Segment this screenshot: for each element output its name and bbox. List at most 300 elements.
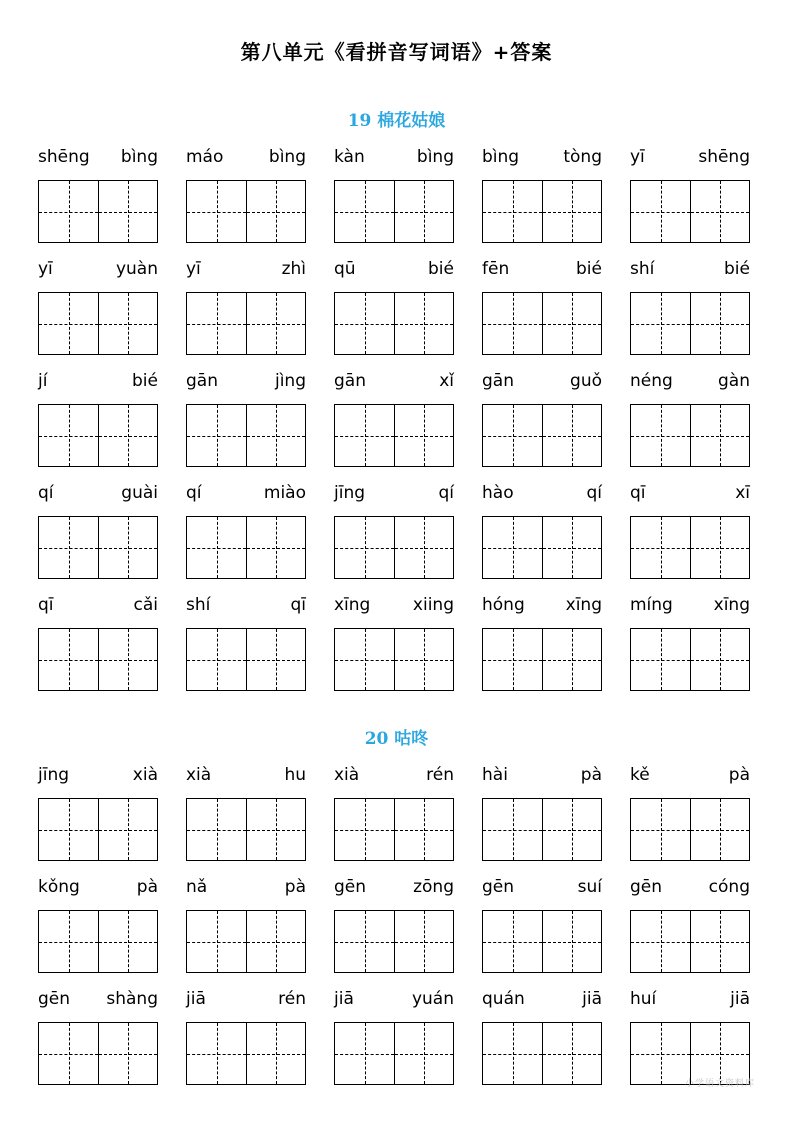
guide-line-horizontal	[187, 324, 246, 325]
character-box[interactable]	[394, 293, 453, 354]
pinyin-label	[186, 874, 306, 900]
writing-grid[interactable]	[186, 292, 306, 355]
guide-line-horizontal	[99, 212, 157, 213]
word-item	[630, 592, 750, 704]
word-item	[630, 256, 750, 368]
writing-grid[interactable]	[38, 1022, 158, 1085]
pinyin-label	[630, 480, 750, 506]
writing-grid[interactable]	[38, 516, 158, 579]
guide-line-horizontal	[483, 212, 542, 213]
guide-line-horizontal	[247, 436, 305, 437]
character-box[interactable]	[483, 517, 542, 578]
character-box[interactable]	[394, 911, 453, 972]
guide-line-horizontal	[39, 324, 98, 325]
pinyin-label	[38, 368, 158, 394]
character-box[interactable]	[542, 629, 601, 690]
pinyin-syllable-1: jīng	[38, 765, 70, 785]
guide-line-horizontal	[335, 830, 394, 831]
character-box[interactable]	[631, 629, 690, 690]
character-box[interactable]	[187, 1023, 246, 1084]
character-box[interactable]	[483, 181, 542, 242]
character-box[interactable]	[246, 405, 305, 466]
guide-line-horizontal	[187, 548, 246, 549]
guide-line-horizontal	[543, 660, 601, 661]
pinyin-syllable-1: gēn	[482, 877, 515, 897]
character-box[interactable]	[394, 181, 453, 242]
guide-line-horizontal	[631, 660, 690, 661]
pinyin-syllable-1: kǒng	[38, 877, 80, 897]
pinyin-syllable-1: quán	[482, 989, 525, 1009]
writing-grid[interactable]	[334, 628, 454, 691]
character-box[interactable]	[690, 911, 749, 972]
guide-line-horizontal	[691, 1054, 749, 1055]
pinyin-syllable-1: kě	[630, 765, 650, 785]
pinyin-label	[186, 144, 306, 170]
writing-grid[interactable]	[482, 404, 602, 467]
word-item	[334, 986, 454, 1098]
pinyin-syllable-1: jiā	[186, 989, 206, 1009]
guide-line-horizontal	[247, 324, 305, 325]
guide-line-horizontal	[691, 942, 749, 943]
writing-grid[interactable]	[482, 180, 602, 243]
word-row	[0, 368, 793, 480]
word-row	[0, 874, 793, 986]
pinyin-syllable-2: pà	[136, 877, 158, 897]
writing-grid[interactable]	[482, 292, 602, 355]
character-box[interactable]	[335, 629, 394, 690]
character-box[interactable]	[690, 517, 749, 578]
guide-line-horizontal	[395, 436, 453, 437]
guide-line-horizontal	[483, 942, 542, 943]
character-box[interactable]	[631, 293, 690, 354]
pinyin-label	[630, 986, 750, 1012]
pinyin-syllable-2: jiā	[730, 989, 750, 1009]
word-item	[38, 144, 158, 256]
character-box[interactable]	[39, 1023, 98, 1084]
pinyin-label	[482, 368, 602, 394]
word-item	[334, 592, 454, 704]
character-box[interactable]	[483, 405, 542, 466]
guide-line-horizontal	[335, 548, 394, 549]
word-row	[0, 762, 793, 874]
guide-line-horizontal	[99, 1054, 157, 1055]
guide-line-horizontal	[39, 660, 98, 661]
character-box[interactable]	[483, 799, 542, 860]
guide-line-horizontal	[631, 324, 690, 325]
word-item	[334, 762, 454, 874]
pinyin-label	[482, 480, 602, 506]
guide-line-horizontal	[99, 830, 157, 831]
writing-grid[interactable]	[482, 910, 602, 973]
word-item	[334, 256, 454, 368]
guide-line-horizontal	[483, 548, 542, 549]
pinyin-syllable-1: gēn	[334, 877, 367, 897]
character-box[interactable]	[98, 1023, 157, 1084]
character-box[interactable]	[690, 181, 749, 242]
character-box[interactable]	[246, 293, 305, 354]
pinyin-syllable-1: yī	[38, 259, 53, 279]
writing-grid[interactable]	[186, 404, 306, 467]
pinyin-syllable-2: xià	[132, 765, 158, 785]
character-box[interactable]	[542, 181, 601, 242]
pinyin-syllable-2: rén	[426, 765, 454, 785]
guide-line-horizontal	[335, 212, 394, 213]
character-box[interactable]	[39, 911, 98, 972]
guide-line-horizontal	[631, 212, 690, 213]
guide-line-horizontal	[691, 324, 749, 325]
word-item	[186, 480, 306, 592]
guide-line-horizontal	[543, 830, 601, 831]
pinyin-syllable-2: qí	[438, 483, 454, 503]
pinyin-syllable-1: qí	[38, 483, 54, 503]
pinyin-syllable-1: shí	[630, 259, 655, 279]
character-box[interactable]	[394, 517, 453, 578]
character-box[interactable]	[483, 1023, 542, 1084]
word-item	[38, 368, 158, 480]
character-box[interactable]	[246, 181, 305, 242]
character-box[interactable]	[246, 911, 305, 972]
pinyin-syllable-2: qī	[290, 595, 306, 615]
guide-line-horizontal	[543, 324, 601, 325]
writing-grid[interactable]	[38, 798, 158, 861]
pinyin-label	[630, 592, 750, 618]
pinyin-syllable-1: xià	[186, 765, 212, 785]
pinyin-syllable-2: bìng	[120, 147, 158, 167]
word-row	[0, 144, 793, 256]
pinyin-syllable-1: jiā	[334, 989, 354, 1009]
guide-line-horizontal	[39, 1054, 98, 1055]
pinyin-syllable-1: shēng	[38, 147, 90, 167]
guide-line-horizontal	[483, 436, 542, 437]
writing-grid[interactable]	[630, 910, 750, 973]
guide-line-horizontal	[99, 660, 157, 661]
character-box[interactable]	[542, 517, 601, 578]
pinyin-label	[334, 592, 454, 618]
writing-grid[interactable]	[482, 628, 602, 691]
character-box[interactable]	[187, 181, 246, 242]
pinyin-label	[630, 762, 750, 788]
guide-line-horizontal	[247, 1054, 305, 1055]
character-box[interactable]	[39, 629, 98, 690]
pinyin-label	[334, 144, 454, 170]
pinyin-syllable-2: shēng	[698, 147, 750, 167]
guide-line-horizontal	[335, 324, 394, 325]
character-box[interactable]	[335, 405, 394, 466]
character-box[interactable]	[631, 405, 690, 466]
word-item	[186, 762, 306, 874]
guide-line-horizontal	[99, 942, 157, 943]
pinyin-label	[38, 986, 158, 1012]
writing-grid[interactable]	[334, 516, 454, 579]
character-box[interactable]	[98, 799, 157, 860]
guide-line-horizontal	[483, 830, 542, 831]
character-box[interactable]	[542, 799, 601, 860]
writing-grid[interactable]	[334, 1022, 454, 1085]
guide-line-horizontal	[691, 548, 749, 549]
pinyin-label	[38, 762, 158, 788]
guide-line-horizontal	[631, 830, 690, 831]
character-box[interactable]	[335, 293, 394, 354]
character-box[interactable]	[98, 181, 157, 242]
character-box[interactable]	[39, 517, 98, 578]
guide-line-horizontal	[39, 830, 98, 831]
page-title: 第八单元《看拼音写词语》+答案	[240, 40, 553, 64]
guide-line-horizontal	[39, 942, 98, 943]
character-box[interactable]	[98, 517, 157, 578]
word-item	[38, 256, 158, 368]
guide-line-horizontal	[99, 436, 157, 437]
character-box[interactable]	[98, 629, 157, 690]
character-box[interactable]	[483, 911, 542, 972]
writing-grid[interactable]	[334, 180, 454, 243]
guide-line-horizontal	[187, 942, 246, 943]
guide-line-horizontal	[187, 660, 246, 661]
character-box[interactable]	[187, 293, 246, 354]
character-box[interactable]	[39, 799, 98, 860]
guide-line-horizontal	[335, 942, 394, 943]
word-row	[0, 592, 793, 704]
pinyin-syllable-2: hu	[284, 765, 306, 785]
pinyin-syllable-1: jí	[38, 371, 48, 391]
character-box[interactable]	[690, 1023, 749, 1084]
pinyin-label	[334, 480, 454, 506]
pinyin-syllable-2: shàng	[106, 989, 158, 1009]
word-item	[186, 368, 306, 480]
writing-grid[interactable]	[38, 180, 158, 243]
pinyin-syllable-1: hào	[482, 483, 514, 503]
writing-grid[interactable]	[186, 180, 306, 243]
writing-grid[interactable]	[186, 910, 306, 973]
character-box[interactable]	[690, 405, 749, 466]
character-box[interactable]	[631, 1023, 690, 1084]
guide-line-horizontal	[691, 436, 749, 437]
writing-grid[interactable]	[334, 798, 454, 861]
pinyin-label	[482, 874, 602, 900]
writing-grid[interactable]	[482, 516, 602, 579]
writing-grid[interactable]	[186, 516, 306, 579]
character-box[interactable]	[335, 181, 394, 242]
pinyin-syllable-1: hóng	[482, 595, 525, 615]
pinyin-label	[482, 592, 602, 618]
pinyin-syllable-2: bìng	[268, 147, 306, 167]
character-box[interactable]	[483, 629, 542, 690]
character-box[interactable]	[187, 629, 246, 690]
pinyin-syllable-1: fēn	[482, 259, 510, 279]
character-box[interactable]	[542, 405, 601, 466]
word-item	[630, 368, 750, 480]
writing-grid[interactable]	[38, 292, 158, 355]
word-item	[630, 480, 750, 592]
character-box[interactable]	[98, 911, 157, 972]
character-box[interactable]	[98, 293, 157, 354]
character-box[interactable]	[187, 911, 246, 972]
character-box[interactable]	[631, 517, 690, 578]
writing-grid[interactable]	[186, 1022, 306, 1085]
guide-line-horizontal	[395, 548, 453, 549]
word-item	[334, 144, 454, 256]
character-box[interactable]	[187, 517, 246, 578]
pinyin-syllable-1: qī	[38, 595, 54, 615]
guide-line-horizontal	[631, 1054, 690, 1055]
word-item	[482, 144, 602, 256]
pinyin-syllable-2: guài	[121, 483, 158, 503]
guide-line-horizontal	[395, 212, 453, 213]
guide-line-horizontal	[335, 436, 394, 437]
pinyin-syllable-2: xiing	[412, 595, 454, 615]
writing-grid[interactable]	[482, 1022, 602, 1085]
guide-line-horizontal	[691, 660, 749, 661]
word-item	[334, 368, 454, 480]
guide-line-horizontal	[335, 660, 394, 661]
character-box[interactable]	[335, 517, 394, 578]
pinyin-syllable-2: xī	[735, 483, 750, 503]
writing-grid[interactable]	[38, 404, 158, 467]
word-item	[630, 144, 750, 256]
writing-grid[interactable]	[630, 404, 750, 467]
word-row	[0, 986, 793, 1098]
character-box[interactable]	[98, 405, 157, 466]
word-item	[38, 592, 158, 704]
pinyin-syllable-2: miào	[263, 483, 306, 503]
character-box[interactable]	[542, 1023, 601, 1084]
word-item	[482, 256, 602, 368]
writing-grid[interactable]	[38, 628, 158, 691]
character-box[interactable]	[394, 629, 453, 690]
guide-line-horizontal	[395, 1054, 453, 1055]
pinyin-label	[38, 874, 158, 900]
pinyin-syllable-2: bié	[724, 259, 750, 279]
word-item	[186, 144, 306, 256]
character-box[interactable]	[542, 293, 601, 354]
word-row	[0, 480, 793, 592]
pinyin-label	[334, 368, 454, 394]
guide-line-horizontal	[543, 1054, 601, 1055]
word-item	[186, 986, 306, 1098]
guide-line-horizontal	[631, 942, 690, 943]
writing-grid[interactable]	[186, 628, 306, 691]
section-heading-19: 19 棉花姑娘	[347, 111, 446, 131]
word-item	[186, 256, 306, 368]
pinyin-label	[334, 986, 454, 1012]
guide-line-horizontal	[543, 436, 601, 437]
pinyin-syllable-2: xǐ	[439, 371, 454, 391]
pinyin-syllable-2: jìng	[274, 371, 306, 391]
guide-line-horizontal	[187, 212, 246, 213]
writing-grid[interactable]	[186, 798, 306, 861]
pinyin-syllable-2: rén	[278, 989, 306, 1009]
character-box[interactable]	[39, 405, 98, 466]
guide-line-horizontal	[247, 942, 305, 943]
pinyin-syllable-1: xīng	[334, 595, 371, 615]
writing-grid[interactable]	[630, 798, 750, 861]
pinyin-syllable-1: kàn	[334, 147, 365, 167]
character-box[interactable]	[187, 405, 246, 466]
guide-line-horizontal	[395, 942, 453, 943]
character-box[interactable]	[394, 405, 453, 466]
character-box[interactable]	[690, 629, 749, 690]
pinyin-syllable-2: zōng	[413, 877, 454, 897]
writing-grid[interactable]	[38, 910, 158, 973]
guide-line-horizontal	[483, 660, 542, 661]
word-item	[630, 874, 750, 986]
character-box[interactable]	[187, 799, 246, 860]
word-row	[0, 256, 793, 368]
character-box[interactable]	[246, 629, 305, 690]
pinyin-syllable-2: cóng	[708, 877, 750, 897]
pinyin-syllable-1: gān	[334, 371, 366, 391]
pinyin-syllable-2: xīng	[713, 595, 750, 615]
writing-grid[interactable]	[630, 628, 750, 691]
pinyin-label	[630, 874, 750, 900]
character-box[interactable]	[542, 911, 601, 972]
writing-grid[interactable]	[630, 292, 750, 355]
pinyin-syllable-2: qí	[586, 483, 602, 503]
character-box[interactable]	[483, 293, 542, 354]
pinyin-syllable-1: jīng	[334, 483, 366, 503]
character-box[interactable]	[631, 181, 690, 242]
character-box[interactable]	[394, 799, 453, 860]
pinyin-syllable-1: qí	[186, 483, 202, 503]
pinyin-syllable-1: xià	[334, 765, 360, 785]
pinyin-syllable-2: pà	[580, 765, 602, 785]
character-box[interactable]	[690, 293, 749, 354]
pinyin-label	[334, 762, 454, 788]
guide-line-horizontal	[631, 548, 690, 549]
character-box[interactable]	[246, 1023, 305, 1084]
guide-line-horizontal	[247, 548, 305, 549]
character-box[interactable]	[394, 1023, 453, 1084]
section-heading-20: 20 咕咚	[364, 729, 429, 749]
pinyin-label	[186, 368, 306, 394]
pinyin-label	[482, 256, 602, 282]
section-19-grid	[0, 144, 793, 704]
pinyin-label	[186, 986, 306, 1012]
word-item	[482, 368, 602, 480]
pinyin-syllable-1: míng	[630, 595, 673, 615]
word-item	[38, 480, 158, 592]
pinyin-syllable-2: cǎi	[133, 595, 158, 615]
pinyin-syllable-1: bìng	[482, 147, 520, 167]
character-box[interactable]	[335, 911, 394, 972]
pinyin-syllable-1: gēn	[38, 989, 71, 1009]
guide-line-horizontal	[395, 830, 453, 831]
writing-grid[interactable]	[334, 292, 454, 355]
writing-grid[interactable]	[630, 516, 750, 579]
character-box[interactable]	[39, 293, 98, 354]
guide-line-horizontal	[187, 830, 246, 831]
writing-grid[interactable]	[334, 404, 454, 467]
character-box[interactable]	[335, 799, 394, 860]
pinyin-syllable-2: jiā	[582, 989, 602, 1009]
writing-grid[interactable]	[482, 798, 602, 861]
pinyin-syllable-1: yī	[630, 147, 645, 167]
pinyin-syllable-2: bìng	[416, 147, 454, 167]
pinyin-syllable-1: gān	[186, 371, 218, 391]
character-box[interactable]	[690, 799, 749, 860]
word-item	[334, 874, 454, 986]
guide-line-horizontal	[39, 548, 98, 549]
character-box[interactable]	[39, 181, 98, 242]
character-box[interactable]	[246, 799, 305, 860]
character-box[interactable]	[631, 911, 690, 972]
character-box[interactable]	[631, 799, 690, 860]
writing-grid[interactable]	[630, 180, 750, 243]
writing-grid[interactable]	[334, 910, 454, 973]
pinyin-label	[482, 762, 602, 788]
character-box[interactable]	[335, 1023, 394, 1084]
pinyin-label	[630, 368, 750, 394]
character-box[interactable]	[246, 517, 305, 578]
